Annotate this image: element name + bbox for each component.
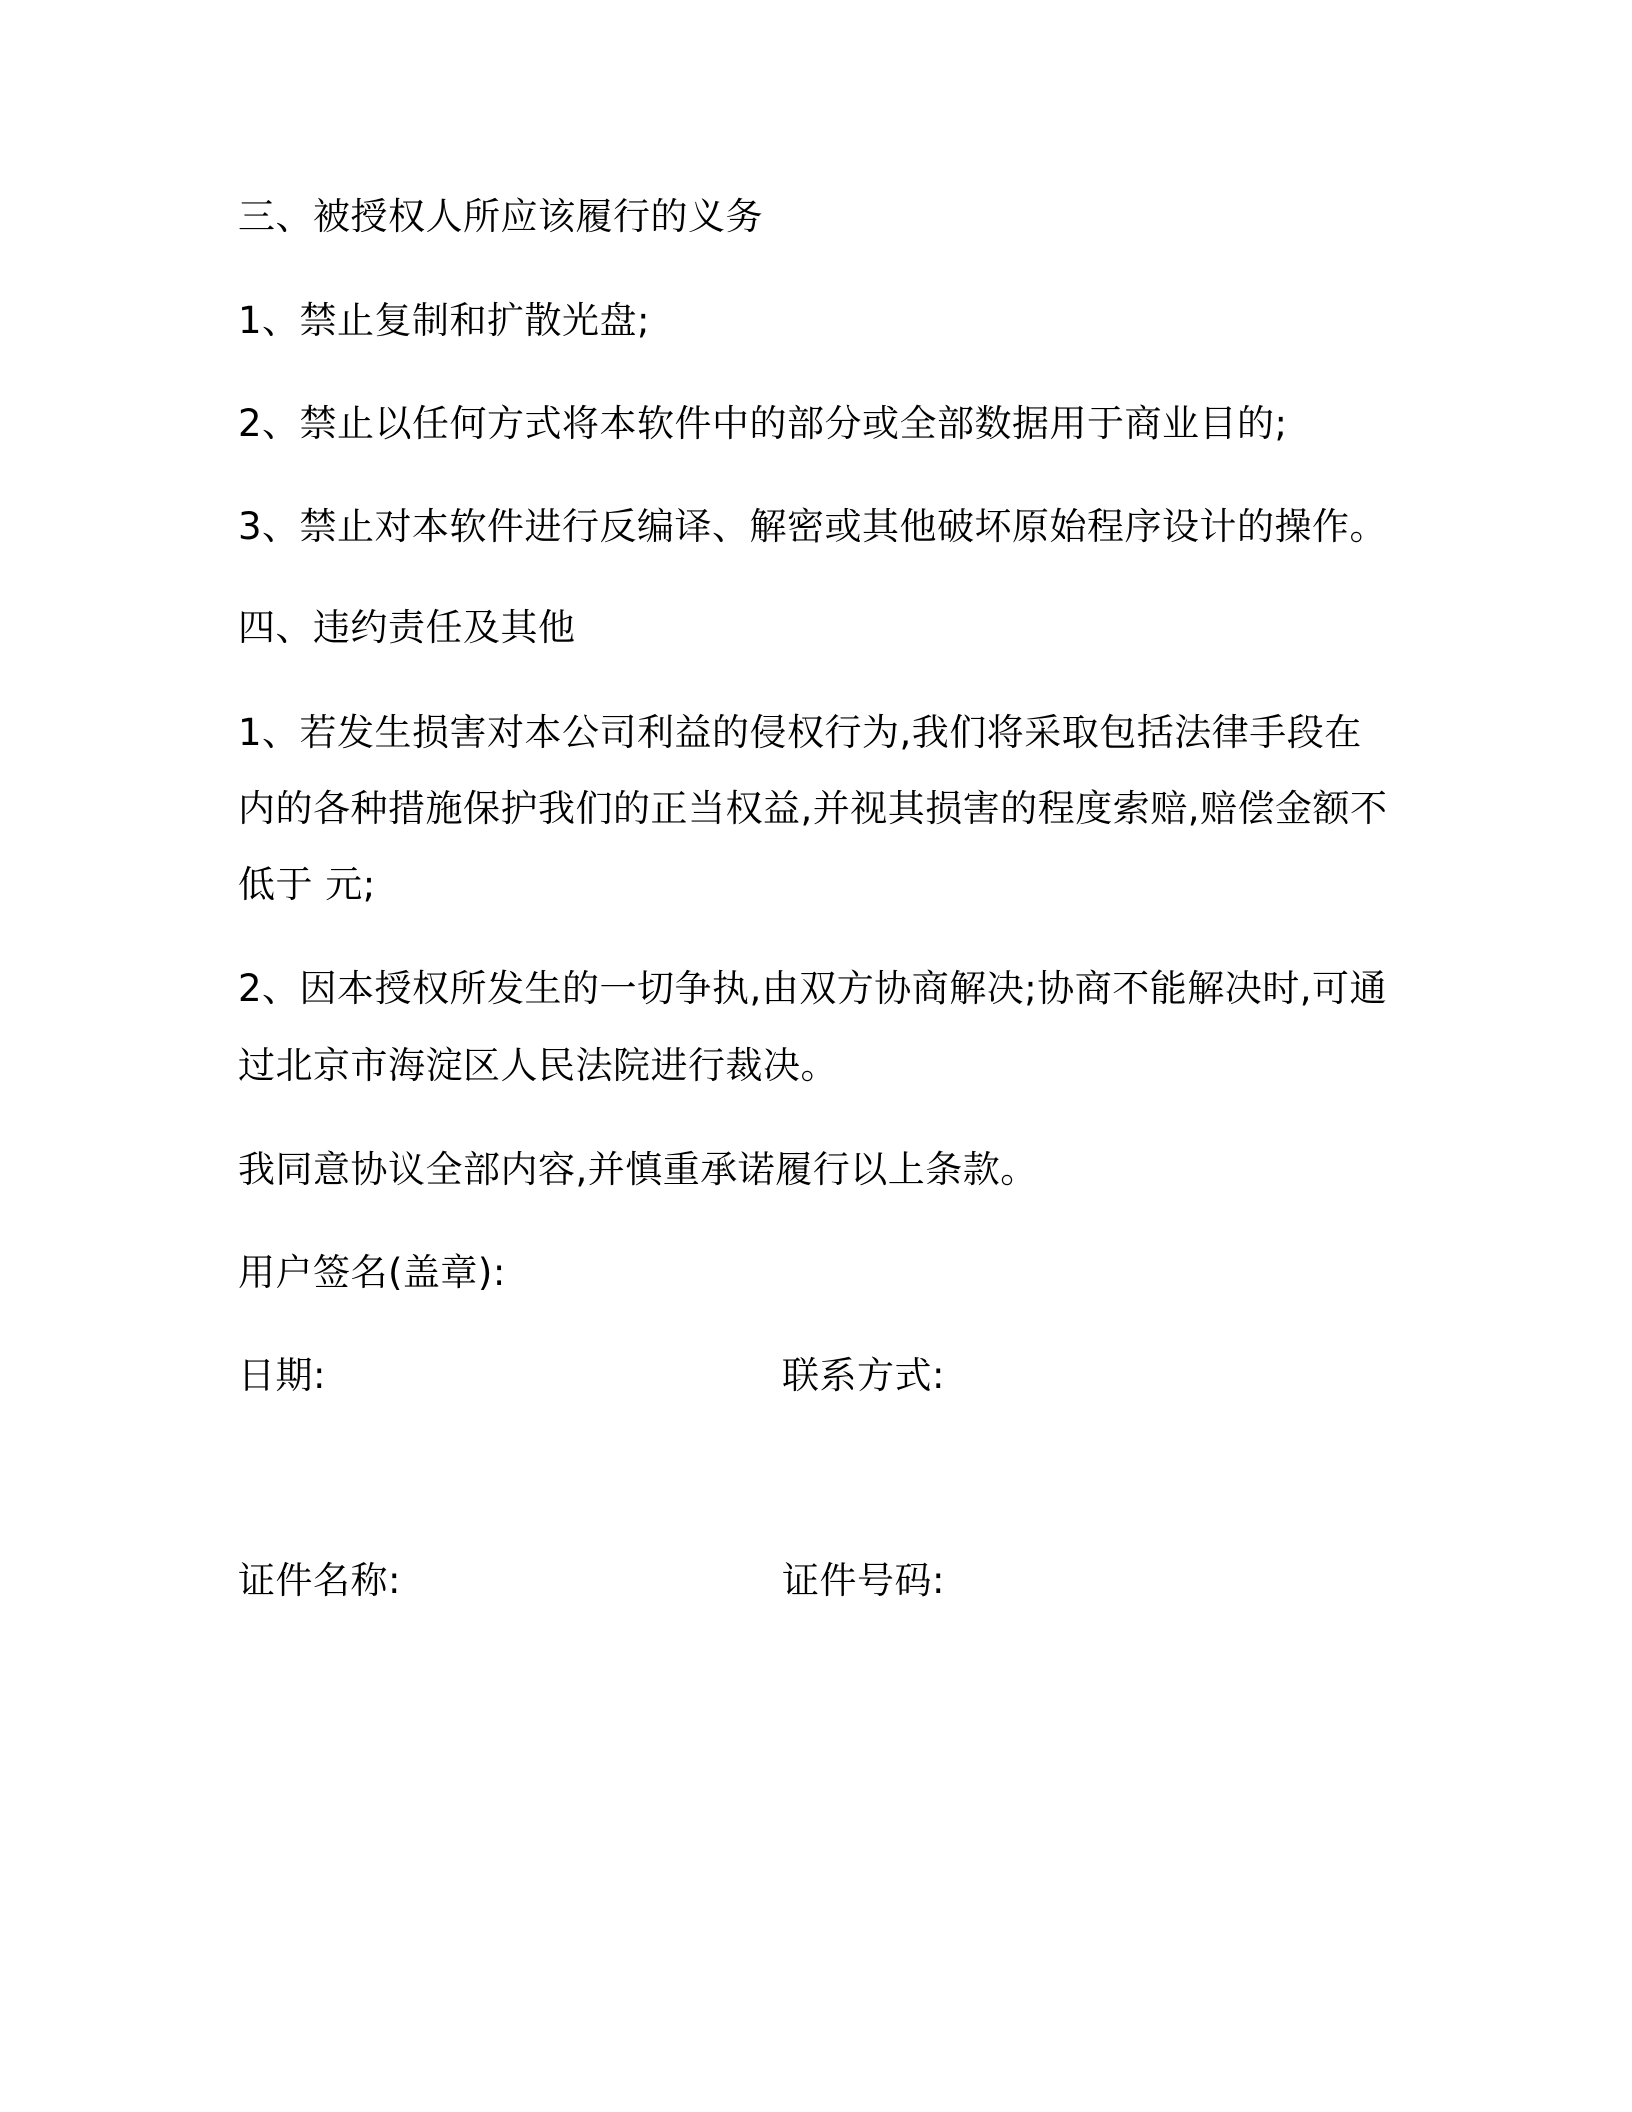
id-name-label: 证件名称: xyxy=(238,1559,401,1602)
contact-label: 联系方式: xyxy=(782,1354,945,1397)
section-4-heading: 四、违约责任及其他 xyxy=(238,606,576,649)
agreement-statement: 我同意协议全部内容,并慎重承诺履行以上条款。 xyxy=(238,1148,1038,1191)
section-4-item-1-line-1: 1、若发生损害对本公司利益的侵权行为,我们将采取包括法律手段在 xyxy=(238,711,1362,754)
signature-label: 用户签名(盖章): xyxy=(238,1251,506,1294)
date-label: 日期: xyxy=(238,1354,326,1397)
section-4-item-2-line-1: 2、因本授权所发生的一切争执,由双方协商解决;协商不能解决时,可通 xyxy=(238,967,1388,1010)
section-3-item-3: 3、禁止对本软件进行反编译、解密或其他破坏原始程序设计的操作。 xyxy=(238,505,1388,548)
id-number-label: 证件号码: xyxy=(782,1559,945,1602)
section-4-item-1-line-2: 内的各种措施保护我们的正当权益,并视其损害的程度索赔,赔偿金额不 xyxy=(238,787,1388,830)
section-3-item-1: 1、禁止复制和扩散光盘; xyxy=(238,299,651,342)
section-3-item-2: 2、禁止以任何方式将本软件中的部分或全部数据用于商业目的; xyxy=(238,402,1288,445)
section-4-item-1-line-3: 低于 元; xyxy=(238,863,376,906)
section-3-heading: 三、被授权人所应该履行的义务 xyxy=(238,195,763,238)
section-4-item-2-line-2: 过北京市海淀区人民法院进行裁决。 xyxy=(238,1044,838,1087)
